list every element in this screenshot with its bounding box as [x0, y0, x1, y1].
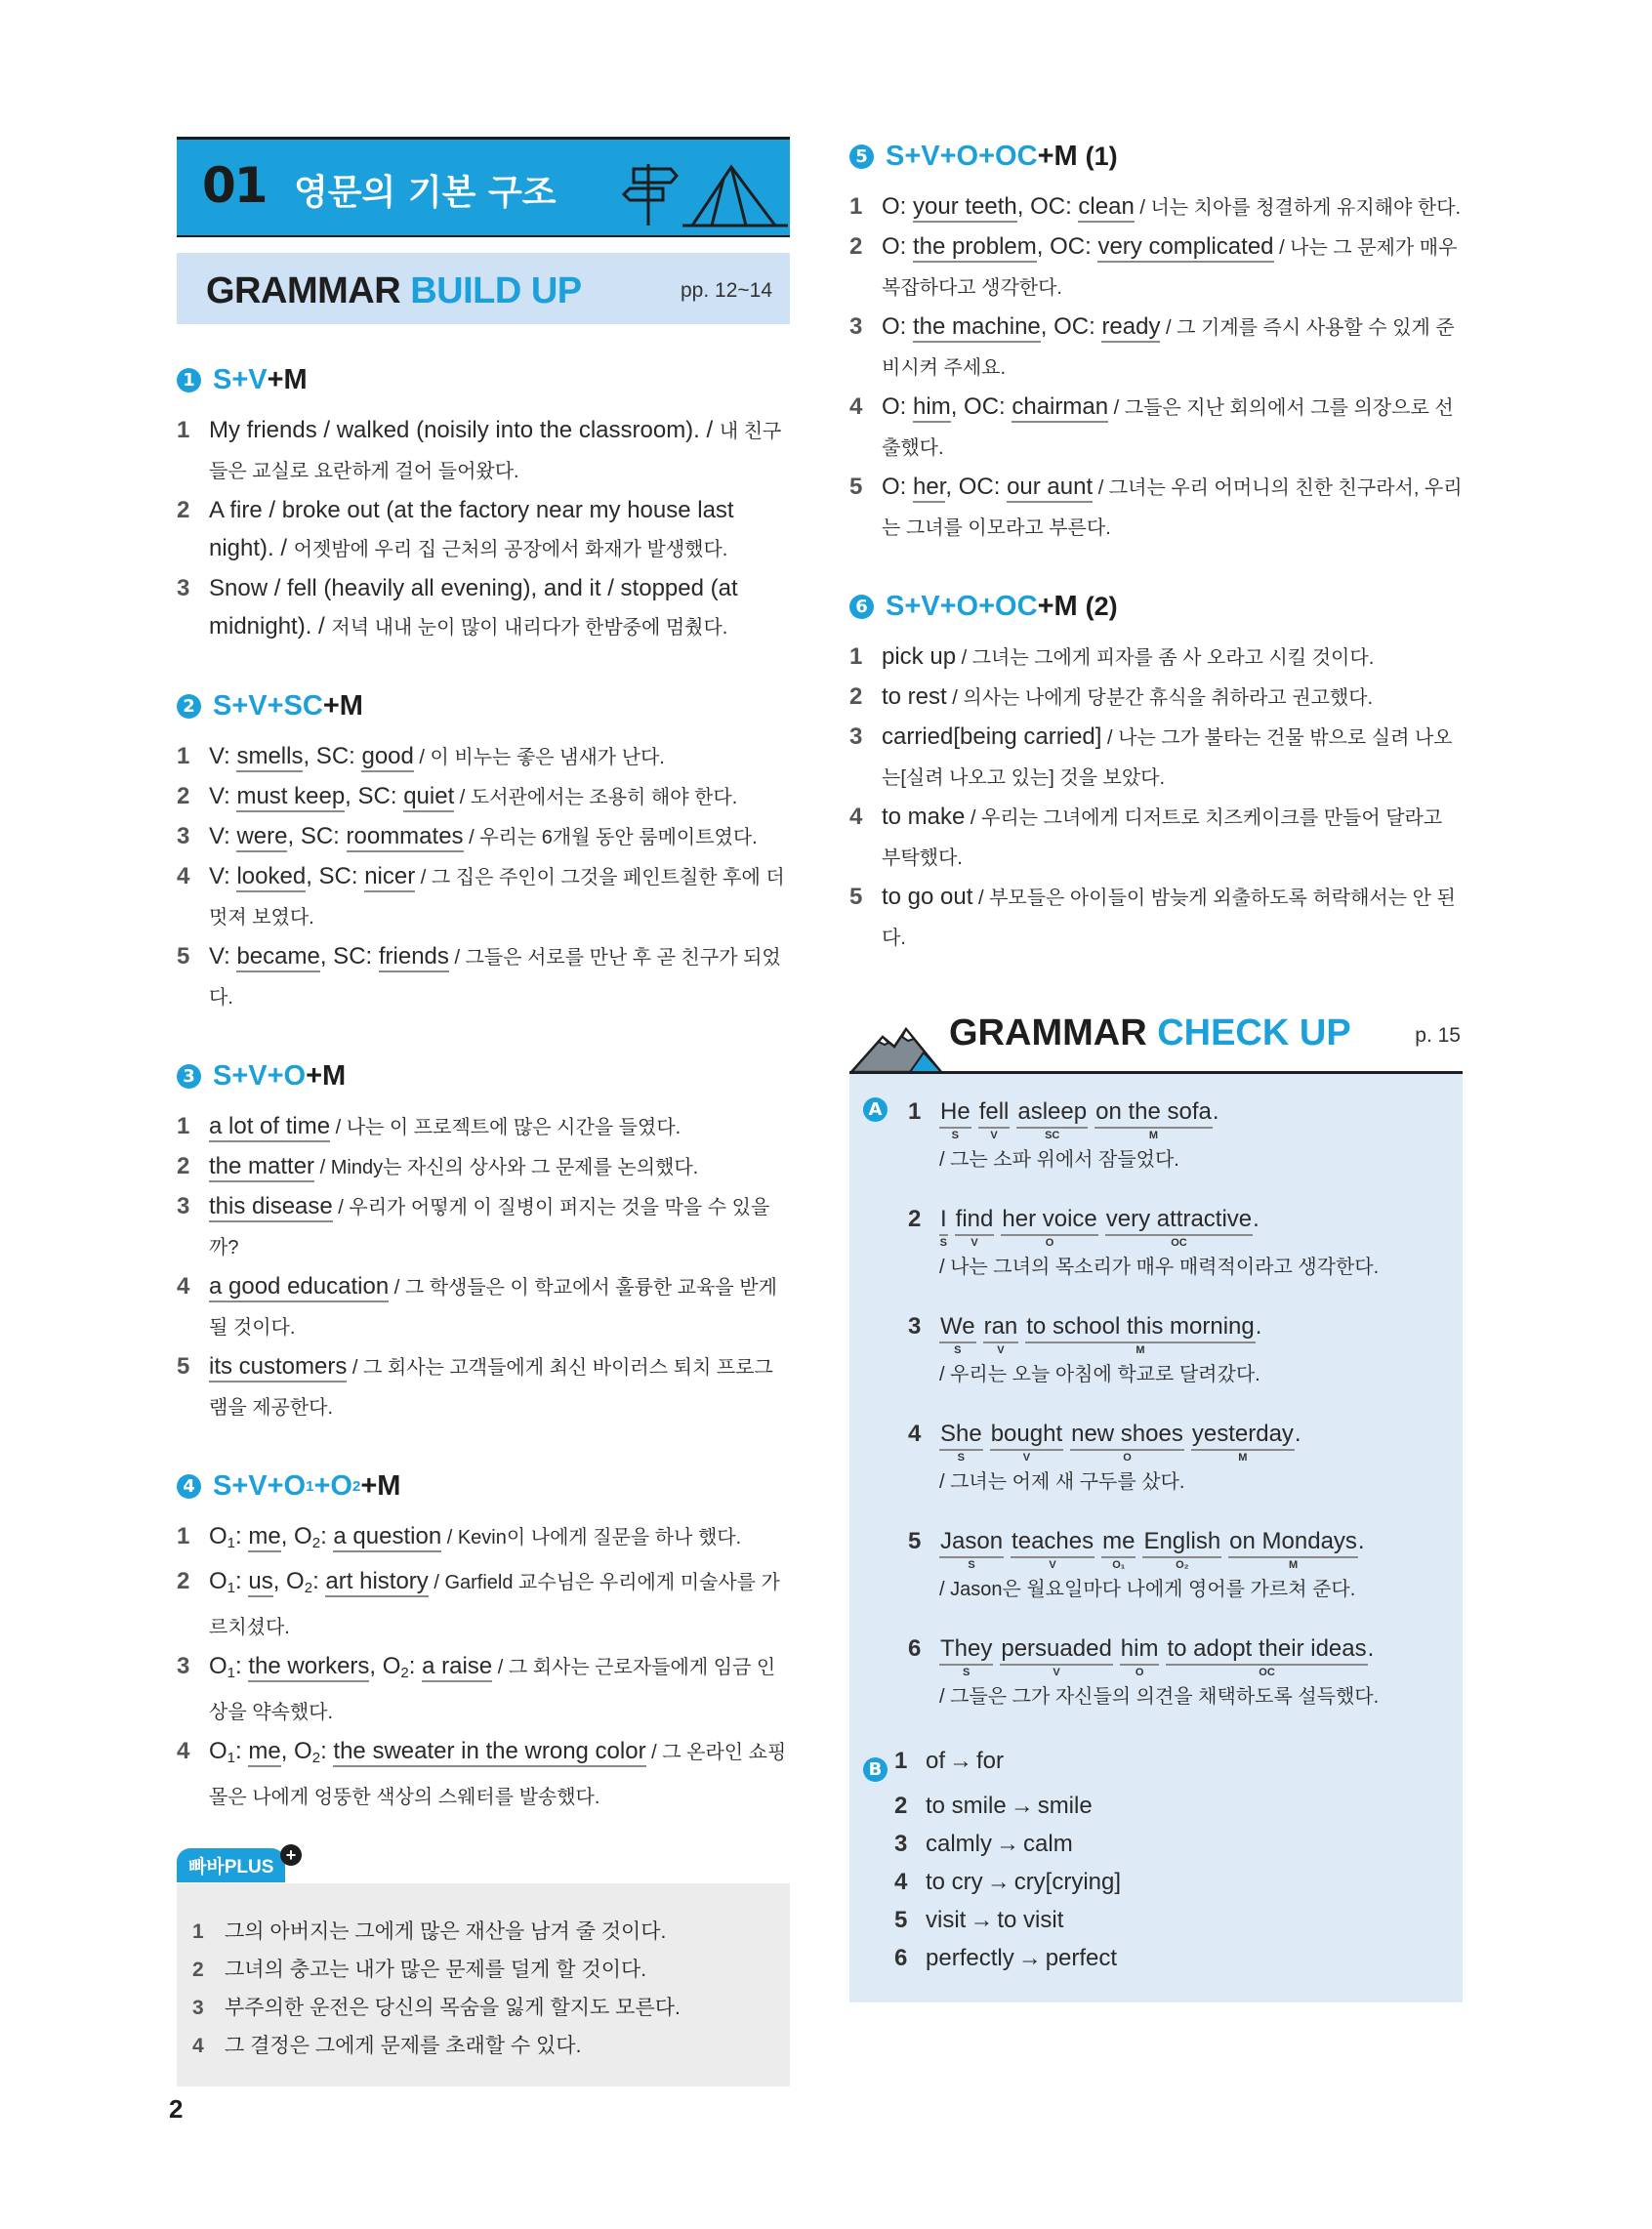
segment-words: on the sofa [1094, 1097, 1213, 1129]
sentence-segment [939, 1097, 971, 1142]
wrong-form: perfectly [926, 1945, 1014, 1971]
segment-words: me [1101, 1527, 1136, 1558]
segment-words: to school this morning [1025, 1312, 1255, 1343]
page-number: 2 [169, 2094, 184, 2124]
item-number: 1 [894, 1748, 908, 1774]
list-item [849, 1863, 1463, 1901]
list-item: 3 Snow / fell (heavily all evening), and it / stopped (at midnight). / 저녁 내내 눈이 많이 내리다가 한밤중에 멈췄다. [177, 575, 738, 640]
segment-words: on Mondays [1228, 1527, 1358, 1558]
segment-role-tag: V [1053, 1667, 1060, 1678]
segment-words: He [939, 1097, 971, 1129]
exercise-a [849, 1097, 1463, 1713]
item-number: 4 [894, 1869, 908, 1895]
chapter-banner [177, 137, 790, 237]
section-number-badge: 4 [177, 1474, 201, 1499]
segment-role-tag: V [990, 1130, 998, 1141]
list-item: 3 O: the machine, OC: ready / 그 기계를 즉시 사용할 수 있게 준비시켜 주세요. [849, 313, 1455, 379]
segment-words: teaches [1011, 1527, 1094, 1558]
item-number: 4 [908, 1421, 922, 1447]
section-pattern-suffix: +M [267, 363, 308, 395]
segment-words: yesterday [1191, 1420, 1295, 1451]
list-item: 3 this disease / 우리가 어떻게 이 질병이 퍼지는 것을 막을 수 있을까? [177, 1193, 770, 1259]
item-number: 5 [894, 1907, 908, 1933]
section-5-heading: 5 S+V+O+OC +M (1) [849, 137, 1463, 176]
segment-role-tag: M [1238, 1452, 1248, 1464]
segment-words: asleep [1016, 1097, 1088, 1129]
list-item: 3 부주의한 운전은 당신의 목숨을 잃게 할지도 모른다. [192, 1997, 681, 2019]
wrong-form: of [926, 1748, 946, 1774]
segment-role-tag: O₂ [1176, 1559, 1189, 1571]
list-item [849, 1901, 1463, 1939]
arrow-icon: → [949, 1748, 973, 1774]
sentence-segment [1120, 1634, 1160, 1679]
list-item: 4 $O_1$: me, $O_2$: the sweater in the wrong color / 그 온라인 쇼핑몰은 나에게 엉뚱한 색상의 스웨터를 발송했다. [177, 1738, 787, 1808]
list-item: 1 O: your teeth, OC: clean / 너는 치아를 청결하게 유지해야 한다. [849, 187, 1463, 227]
arrow-icon: → [1010, 1793, 1034, 1819]
list-item: 2 A fire / broke out (at the factory near my house last night). / 어젯밤에 우리 집 근처의 공장에서 화재가 발생했다. [177, 497, 734, 561]
segment-words: fell [978, 1097, 1011, 1129]
list-item: 3 $O_1$: the workers, $O_2$: a raise / 그 회사는 근로자들에게 임금 인상을 약속했다. [177, 1653, 776, 1723]
segment-role-tag: S [951, 1130, 960, 1141]
translation: / 그녀는 어제 새 구두를 샀다. [939, 1471, 1185, 1493]
list-item: 4 a good education / 그 학생들은 이 학교에서 훌륭한 교육을 받게 될 것이다. [177, 1273, 777, 1339]
sentence-segment [1166, 1634, 1367, 1679]
segment-words: ran [983, 1312, 1019, 1343]
segment-words: very attractive [1105, 1205, 1253, 1236]
sentence-segment [1101, 1527, 1136, 1572]
sentence-segment [1001, 1205, 1097, 1250]
section-3-heading: 3 S+V+O +M [177, 1056, 790, 1095]
chapter-title: 영문의 기본 구조 [294, 173, 557, 213]
exercise-item [849, 1205, 1463, 1283]
exercise-b-badge: B [863, 1757, 888, 1782]
section-6 [849, 587, 1463, 958]
plus-label: 빠바PLUS [177, 1848, 285, 1882]
segment-words: new shoes [1070, 1420, 1184, 1451]
item-number: 2 [908, 1206, 922, 1232]
section-1-heading [177, 360, 790, 399]
sentence-segment [939, 1312, 976, 1357]
check-up-title-b: CHECK UP [1157, 1012, 1351, 1053]
segment-words: She [939, 1420, 983, 1451]
item-number: 3 [908, 1313, 922, 1340]
list-item: 1 그의 아버지는 그에게 많은 재산을 남겨 줄 것이다. [192, 1920, 667, 1943]
build-up-title-b: BUILD UP [410, 270, 582, 311]
sentence-segment [1011, 1527, 1094, 1572]
list-item: 5 to go out / 부모들은 아이들이 밤늦게 외출하도록 허락해서는 안 된다. [849, 884, 1456, 949]
section-number-badge: 2 [177, 694, 201, 719]
sentence-segment [1094, 1097, 1213, 1142]
item-number: 5 [908, 1528, 922, 1554]
list-item: 2 to rest / 의사는 나에게 당분간 휴식을 취하라고 권고했다. [849, 683, 1374, 710]
sentence-segment [1191, 1420, 1295, 1465]
segment-role-tag: S [963, 1667, 971, 1678]
analyzed-sentence [939, 1420, 1463, 1465]
list-item: 2 V: must keep, SC: quiet / 도서관에서는 조용히 해야 한다. [177, 777, 790, 817]
analyzed-sentence [939, 1634, 1463, 1679]
exercise-b [849, 1742, 1463, 1977]
sentence-segment [1105, 1205, 1253, 1250]
plus-icon: + [280, 1844, 302, 1866]
correct-form: smile [1037, 1793, 1093, 1819]
mountain-icon [849, 1015, 943, 1074]
section-4-heading: 4 S+V+O 1 +O 2 +M [177, 1466, 790, 1506]
segment-role-tag: SC [1045, 1130, 1060, 1141]
sentence-segment [1025, 1312, 1255, 1357]
segment-role-tag: S [954, 1344, 962, 1356]
segment-role-tag: M [1136, 1344, 1145, 1356]
section-6-heading: 6 S+V+O+OC +M (2) [849, 587, 1463, 626]
list-item: 2 O: the problem, OC: very complicated / 나는 그 문제가 매우 복잡하다고 생각한다. [849, 233, 1458, 299]
segment-role-tag: V [1022, 1452, 1031, 1464]
correct-form: cry[crying] [1013, 1869, 1122, 1895]
sentence-segment [939, 1420, 983, 1465]
chapter-number: 01 [202, 157, 267, 214]
segment-role-tag: O [1135, 1667, 1144, 1678]
exercise-a-badge: A [863, 1097, 888, 1122]
list-item: 5 its customers / 그 회사는 고객들에게 최신 바이러스 퇴치 프로그램을 제공한다. [177, 1353, 773, 1419]
analyzed-sentence [939, 1527, 1463, 1572]
segment-role-tag: O [1123, 1452, 1132, 1464]
list-item: 5 V: became, SC: friends / 그들은 서로를 만난 후 곧 친구가 되었다. [177, 943, 781, 1009]
segment-words: him [1120, 1634, 1160, 1666]
list-item: 4 그 결정은 그에게 문제를 초래할 수 있다. [192, 2035, 582, 2057]
segment-words: her voice [1001, 1205, 1097, 1236]
analyzed-sentence [939, 1097, 1463, 1142]
translation: / 그들은 그가 자신들의 의견을 채택하도록 설득했다. [939, 1686, 1380, 1708]
sentence-segment [983, 1312, 1019, 1357]
check-up-header [849, 995, 1463, 1074]
wrong-form: to cry [926, 1869, 983, 1895]
segment-role-tag: S [939, 1237, 947, 1249]
arrow-icon: → [970, 1907, 994, 1933]
list-item: 3 V: were, SC: roommates / 우리는 6개월 동안 룸메이트였다. [177, 817, 790, 857]
list-item: 1 My friends / walked (noisily into the classroom). / 내 친구들은 교실로 요란하게 걸어 들어왔다. [177, 417, 782, 482]
section-3 [177, 1056, 790, 1427]
segment-role-tag: S [957, 1452, 966, 1464]
campsite-icon [614, 149, 790, 227]
list-item: 4 O: him, OC: chairman / 그들은 지난 회의에서 그를 의장으로 선출했다. [849, 393, 1454, 459]
exercise-item [849, 1634, 1463, 1713]
list-item [849, 1742, 1463, 1787]
plus-box [177, 1883, 790, 2086]
sentence-segment [978, 1097, 1011, 1142]
wrong-form: calmly [926, 1831, 993, 1857]
item-number: 6 [894, 1945, 908, 1971]
list-item: 1 $O_1$: me, $O_2$: a question / Kevin이 나에게 질문을 하나 했다. [177, 1523, 742, 1551]
build-up-title-a: GRAMMAR [206, 270, 401, 311]
exercise-item [849, 1312, 1463, 1390]
segment-role-tag: M [1148, 1130, 1159, 1141]
translation: / Jason은 월요일마다 나에게 영어를 가르쳐 준다. [939, 1579, 1356, 1600]
translation: / 나는 그녀의 목소리가 매우 매력적이라고 생각한다. [939, 1257, 1380, 1278]
sentence-segment [939, 1527, 1004, 1572]
section-1 [177, 360, 790, 647]
segment-words: find [955, 1205, 995, 1236]
sentence-end: . [1294, 1421, 1301, 1447]
arrow-icon: → [996, 1831, 1020, 1857]
exercise-item [849, 1527, 1463, 1605]
segment-words: persuaded [1000, 1634, 1112, 1666]
plus-tag [177, 1844, 790, 1883]
segment-words: We [939, 1312, 976, 1343]
section-2 [177, 686, 790, 1017]
build-up-pages: pp. 12~14 [680, 279, 772, 302]
sentence-segment [1228, 1527, 1358, 1572]
list-item: 1 pick up / 그녀는 그에게 피자를 좀 사 오라고 시킬 것이다. [849, 643, 1375, 670]
right-column [849, 137, 1463, 2002]
list-item: 3 carried[being carried] / 나는 그가 불타는 건물 밖으로 실려 나오는[실려 나오고 있는] 것을 보았다. [849, 723, 1453, 789]
section-4 [177, 1466, 790, 1817]
segment-role-tag: M [1288, 1559, 1299, 1571]
check-up-pages: p. 15 [1415, 1024, 1461, 1047]
sentence-end: . [1255, 1313, 1262, 1340]
segment-role-tag: OC [1171, 1237, 1187, 1249]
correct-form: perfect [1045, 1945, 1118, 1971]
analyzed-sentence [939, 1205, 1463, 1250]
sentence-end: . [1253, 1206, 1260, 1232]
segment-words: I [939, 1205, 948, 1236]
list-item [849, 1825, 1463, 1863]
arrow-icon: → [1017, 1945, 1042, 1971]
correct-form: calm [1023, 1831, 1073, 1857]
wrong-form: visit [926, 1907, 967, 1933]
segment-role-tag: V [971, 1237, 978, 1249]
list-item: 1 V: smells, SC: good / 이 비누는 좋은 냄새가 난다. [177, 737, 790, 777]
segment-words: to adopt their ideas [1166, 1634, 1367, 1666]
sentence-segment [955, 1205, 995, 1250]
list-item: 4 to make / 우리는 그녀에게 디저트로 치즈케이크를 만들어 달라고 부탁했다. [849, 804, 1443, 869]
list-item [849, 1939, 1463, 1977]
sentence-segment [1070, 1420, 1184, 1465]
list-item [849, 1787, 1463, 1825]
section-pattern: S+V [213, 363, 268, 395]
segment-role-tag: O [1045, 1237, 1054, 1249]
section-number-badge: 5 [849, 144, 874, 169]
sentence-segment [939, 1634, 993, 1679]
arrow-icon: → [986, 1869, 1011, 1895]
analyzed-sentence [939, 1312, 1463, 1357]
segment-role-tag: O₁ [1112, 1559, 1126, 1571]
wrong-form: to smile [926, 1793, 1007, 1819]
section-5 [849, 137, 1463, 548]
check-up-title-a: GRAMMAR [949, 1012, 1147, 1053]
list-item: 2 그녀의 충고는 내가 많은 문제를 덜게 할 것이다. [192, 1959, 647, 1981]
sentence-segment [939, 1205, 948, 1250]
list-item: 2 $O_1$: us, $O_2$: art history / Garfield 교수님은 우리에게 미술사를 가르치셨다. [177, 1568, 780, 1638]
build-up-header [177, 253, 790, 324]
segment-words: Jason [939, 1527, 1004, 1558]
exercise-item [849, 1097, 1463, 1176]
section-2-heading: 2 S+V+SC +M [177, 686, 790, 725]
item-number: 3 [894, 1831, 908, 1857]
correct-form: to visit [997, 1907, 1064, 1933]
check-up-box [849, 1074, 1463, 2002]
sentence-end: . [1212, 1098, 1219, 1125]
sentence-end: . [1367, 1635, 1375, 1662]
item-number: 2 [894, 1793, 908, 1819]
section-number-badge: 6 [849, 595, 874, 619]
segment-role-tag: V [1049, 1559, 1056, 1571]
item-number: 1 [908, 1098, 922, 1125]
list-item: 5 O: her, OC: our aunt / 그녀는 우리 어머니의 친한 친구라서, 우리는 그녀를 이모라고 부른다. [849, 474, 1463, 539]
sentence-segment [1016, 1097, 1088, 1142]
segment-role-tag: S [968, 1559, 975, 1571]
exercise-item [849, 1420, 1463, 1498]
section-number-badge: 3 [177, 1064, 201, 1089]
list-item: 4 V: looked, SC: nicer / 그 집은 주인이 그것을 페인트칠한 후에 더 멋져 보였다. [177, 863, 785, 929]
left-column [177, 137, 790, 2086]
translation: / 그는 소파 위에서 잠들었다. [939, 1149, 1179, 1171]
sentence-segment [1142, 1527, 1221, 1572]
sentence-segment [990, 1420, 1063, 1465]
segment-words: English [1142, 1527, 1221, 1558]
sentence-segment [1000, 1634, 1112, 1679]
item-number: 6 [908, 1635, 922, 1662]
segment-role-tag: OC [1259, 1667, 1275, 1678]
sentence-end: . [1357, 1528, 1365, 1554]
segment-words: They [939, 1634, 993, 1666]
segment-role-tag: V [997, 1344, 1005, 1356]
translation: / 우리는 오늘 아침에 학교로 달려갔다. [939, 1364, 1260, 1385]
correct-form: for [976, 1748, 1005, 1774]
list-item: 1 a lot of time / 나는 이 프로젝트에 많은 시간을 들였다. [177, 1107, 790, 1147]
section-number-badge: 1 [177, 368, 201, 392]
list-item: 2 the matter / Mindy는 자신의 상사와 그 문제를 논의했다. [177, 1147, 790, 1187]
segment-words: bought [990, 1420, 1063, 1451]
